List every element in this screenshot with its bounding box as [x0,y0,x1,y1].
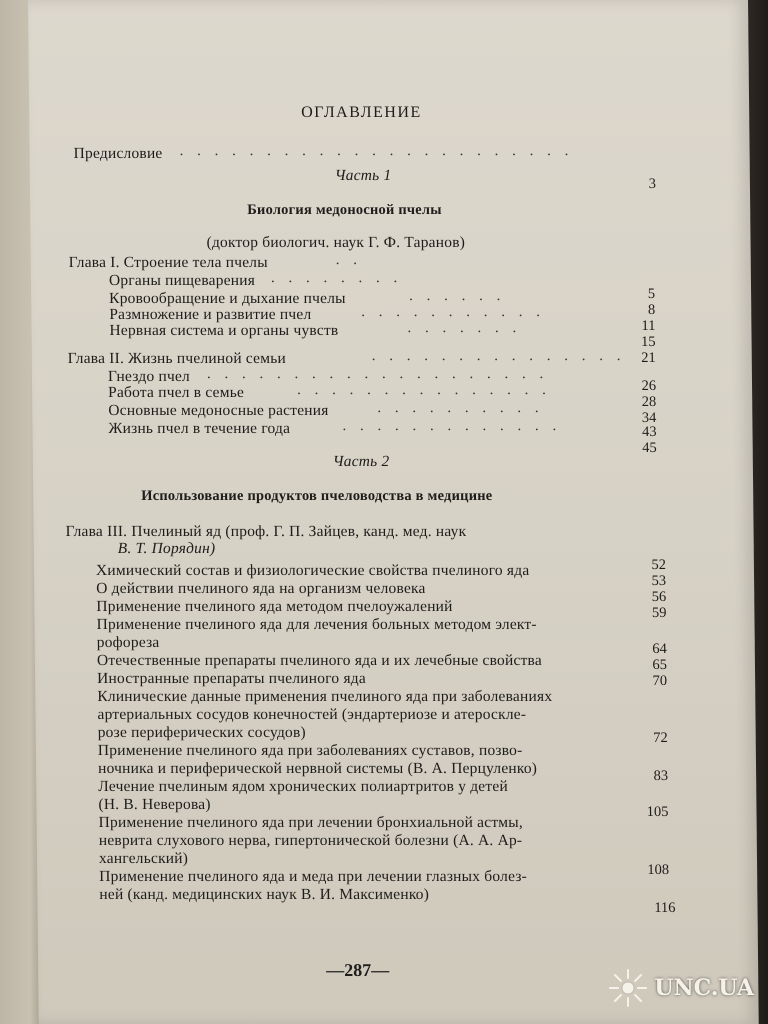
toc-entry-line: Отечественные препараты пчелиного яда и их лечебные свойства [96,652,542,669]
toc-entry: Основные медоносные растения [108,402,329,419]
page-number: 59 [651,605,667,621]
page-number: 105 [646,804,669,820]
page-number: 83 [653,768,669,784]
page-number: 108 [647,862,670,878]
toc-entry: Кровообращение и дыхание пчелы [109,290,346,307]
chapter-title: Глава III. Пчелиный яд (проф. Г. П. Зайцев, канд. мед. наук [65,523,467,540]
toc-entry-line: Лечение пчелиным ядом хронических полиартритов у детей [98,778,508,795]
chapter-author: В. Т. Порядин) [117,540,216,557]
page-number: 52 [651,557,667,573]
leader-dots: . . . . . . . . . . . . . . . . . . . . [206,366,549,382]
leader-dots: . . . . . . . [407,320,522,336]
toc-entry-line: ночника и периферической нервной системы (В. А. Перцуленко) [97,760,538,777]
toc-entry-line: артериальных сосудов конечностей (эндартериозе и атероскле- [97,706,527,723]
part-author: (доктор биологич. наук Г. Ф. Таранов) [206,234,466,251]
leader-dots: . . . . . . [409,288,506,304]
page-number: 3 [648,176,657,192]
page-number: 21 [641,350,656,366]
toc-preface: Предисловие [73,145,163,162]
leader-dots: . . . . . . . . . . . . . [342,418,562,434]
leader-dots: . . [335,252,363,268]
book-page [28,0,759,1024]
page-number: 34 [641,410,657,426]
chapter-title: Глава II. Жизнь пчелиной семьи [67,350,287,367]
page-number: 56 [651,589,667,605]
page-number: 45 [642,440,657,456]
toc-entry-line: Применение пчелиного яда при заболеваниях суставов, позво- [97,742,523,759]
watermark [608,968,754,1008]
toc-entry-line: Клинические данные применения пчелиного яда при заболеваниях [97,688,553,705]
toc-entry-line: розе периферических сосудов) [97,724,306,741]
toc-entry-line: Применение пчелиного яда и меда при лечении глазных болез- [99,868,528,885]
part-title: Использование продуктов пчеловодства в медицине [141,488,493,504]
page-number: 65 [652,657,668,673]
leader-dots: . . . . . . . . . . [377,400,544,416]
toc-heading: ОГЛАВЛЕНИЕ [301,104,422,121]
toc-entry-line: хангельский) [98,850,189,867]
page-number: 15 [640,334,656,350]
toc-entry-line: Применение пчелиного яда при лечении бронхиальной астмы, [98,814,524,831]
leader-dots: . . . . . . . . . . . [361,304,546,320]
chapter-title: Глава I. Строение тела пчелы [68,254,268,271]
toc-entry-line: Химический состав и физиологические свойства пчелиного яда [95,562,530,579]
page-number: 72 [653,730,668,746]
part-title: Биология медоносной пчелы [247,202,442,218]
leader-dots: . . . . . . . . . . . . . . . . . . . . . . . [179,143,574,159]
page-number: 26 [641,378,657,394]
toc-entry: Нервная система и органы чувств [109,322,339,339]
toc-entry: Гнездо пчел [107,368,191,385]
toc-entry-line: О действии пчелиного яда на организм человека [96,580,426,597]
toc-entry-line: неврита слухового нерва, гипертонической болезни (А. А. Ар- [98,832,523,849]
toc-entry-line: ней (канд. медицинских наук В. И. Максименко) [99,886,430,903]
page-number: 70 [652,673,668,689]
toc-entry: Размножение и развитие пчел [109,306,312,323]
footer-page-number: —287— [326,960,390,980]
leader-dots: . . . . . . . . [270,270,403,286]
page-number: 8 [647,302,656,318]
part-label: Часть 2 [332,453,390,470]
page-number: 53 [651,573,667,589]
toc-entry-line: (Н. В. Неверова) [98,796,211,813]
toc-entry-line: Иностранные препараты пчелиного яда [97,670,366,687]
toc-entry: Жизнь пчел в течение года [108,420,291,437]
page-number: 11 [641,318,656,334]
sun-burst-icon [608,968,648,1008]
page-number: 5 [647,286,656,302]
leader-dots: . . . . . . . . . . . . . . . [297,382,551,398]
page-number: 43 [641,424,657,440]
toc-entry: Работа пчел в семье [108,384,245,401]
page-number: 116 [654,900,676,916]
toc-entry: Органы пищеварения [108,272,256,289]
part-label: Часть 1 [334,167,392,184]
page-number: 28 [641,394,657,410]
toc-entry-line: Применение пчелиного яда методом пчелоужалений [96,598,453,615]
toc-entry-line: Применение пчелиного яда для лечения больных методом элект- [96,616,537,633]
page-number: 64 [652,641,667,657]
toc-entry-line: рофореза [96,634,160,651]
leader-dots: . . . . . . . . . . . . . . . [371,348,626,364]
watermark-text: UNC.UA [654,975,754,1001]
